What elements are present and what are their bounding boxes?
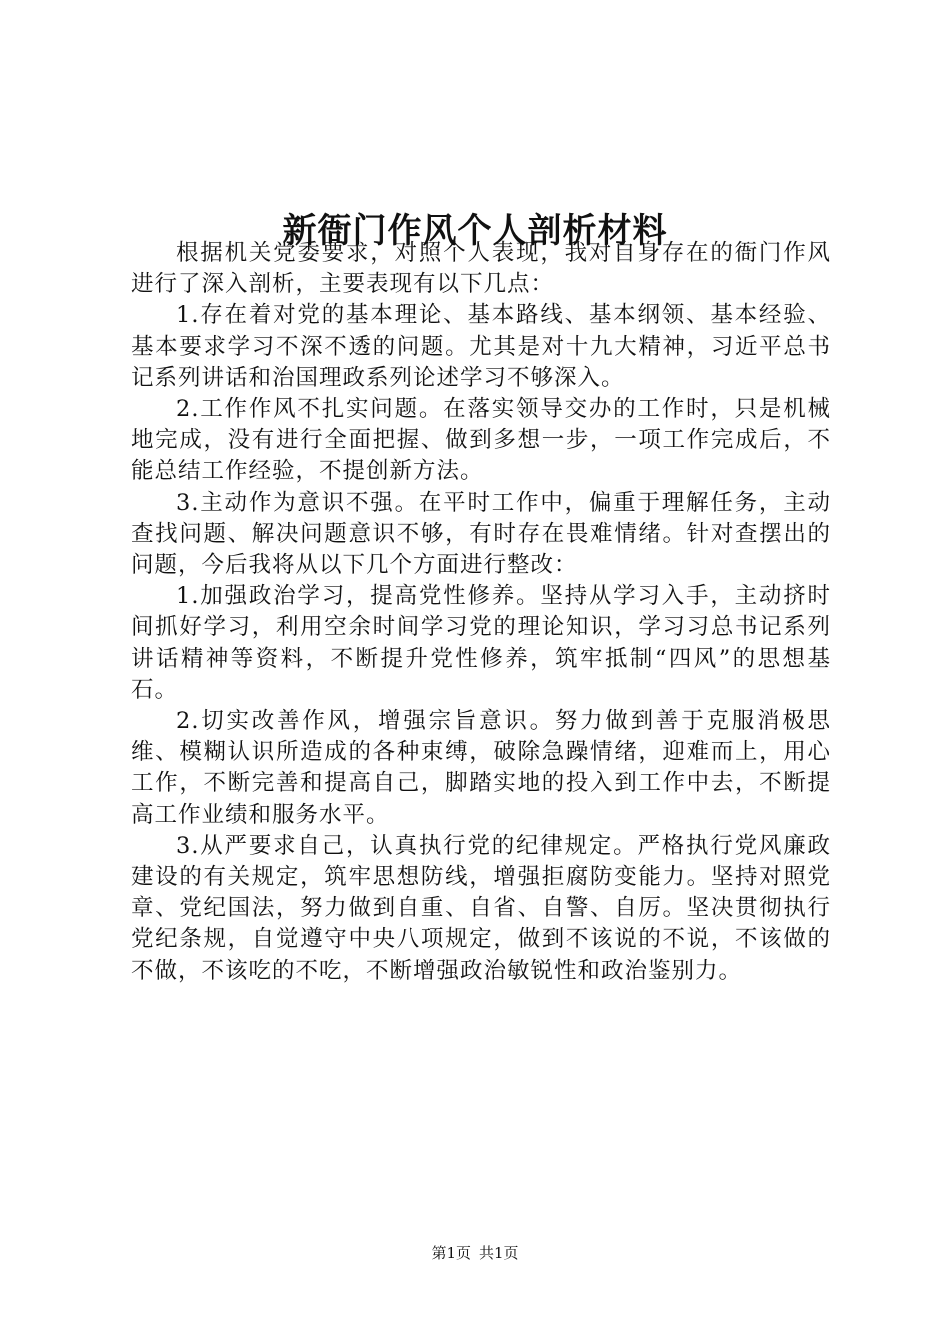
measure-paragraph-2: 2.切实改善作风，增强宗旨意识。努力做到善于克服消极思维、模糊认识所造成的各种束缚，破除急躁情绪，迎难而上，用心工作，不断完善和提高自己，脚踏实地的投入到工作中去，不断提高工作业绩和服务水平。 [131, 708, 831, 828]
document-body [131, 238, 831, 987]
measure-paragraph-1: 1.加强政治学习，提高党性修养。坚持从学习入手，主动挤时间抓好学习，利用空余时间学习党的理论知识，学习习总书记系列讲话精神等资料，不断提升党性修养，筑牢抵制“四风”的思想基石。 [131, 583, 831, 703]
problem-paragraph-3: 3.主动作为意识不强。在平时工作中，偏重于理解任务，主动查找问题、解决问题意识不够，有时存在畏难情绪。针对查摆出的问题，今后我将从以下几个方面进行整改： [131, 489, 831, 579]
intro-paragraph: 根据机关党委要求，对照个人表现，我对自身存在的衙门作风进行了深入剖析，主要表现有以下几点： [131, 240, 831, 298]
measure-paragraph-3: 3.从严要求自己，认真执行党的纪律规定。严格执行党风廉政建设的有关规定，筑牢思想防线，增强拒腐防变能力。坚持对照党章、党纪国法，努力做到自重、自省、自警、自厉。坚决贯彻执行党纪条规，自觉遵守中央八项规定，做到不该说的不说，不该做的不做，不该吃的不吃，不断增强政治敏锐性和政治鉴别力。 [131, 832, 831, 984]
page-number: 第1页 [431, 1244, 471, 1262]
page-footer [0, 1243, 950, 1263]
document-title: 新衙门作风个人剖析材料 [282, 210, 668, 251]
problem-paragraph-1: 1.存在着对党的基本理论、基本路线、基本纲领、基本经验、基本要求学习不深不透的问题。尤其是对十九大精神，习近平总书记系列讲话和治国理政系列论述学习不够深入。 [131, 302, 831, 391]
problem-paragraph-2: 2.工作作风不扎实问题。在落实领导交办的工作时，只是机械地完成，没有进行全面把握、做到多想一步，一项工作完成后，不能总结工作经验，不提创新方法。 [131, 396, 831, 485]
page-total: 共1页 [479, 1244, 519, 1262]
